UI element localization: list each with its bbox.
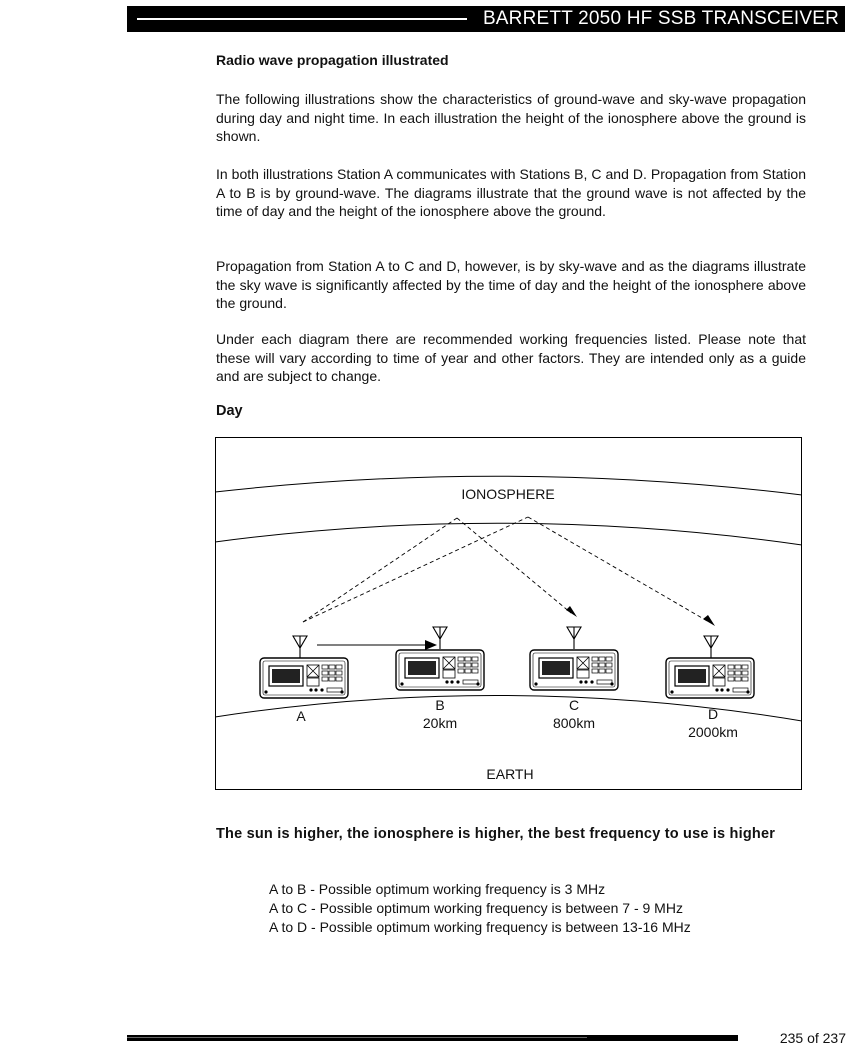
frequency-a-to-d: A to D - Possible optimum working frequency is between 13-16 MHz [269, 919, 691, 935]
propagation-diagram [215, 437, 802, 790]
section-title: Radio wave propagation illustrated [216, 52, 449, 68]
footer-rule [127, 1037, 587, 1038]
header-rule [137, 18, 467, 20]
station-d-radio [666, 658, 754, 698]
paragraph-skywave: Propagation from Station A to C and D, however, is by sky-wave and as the diagrams illustrate the sky wave is significantly affected by the time of day and the height of the ionosphere above the ground. [216, 258, 806, 312]
station-c-label: C [568, 697, 580, 713]
station-a-radio [260, 658, 348, 698]
day-title: Day [216, 403, 243, 419]
earth-label: EARTH [486, 766, 534, 782]
conclusion-heading: The sun is higher, the ionosphere is higher, the best frequency to use is higher [216, 826, 776, 842]
station-d-label: D [707, 706, 719, 722]
frequency-list [269, 880, 691, 937]
header-title: BARRETT 2050 HF SSB TRANSCEIVER [482, 8, 839, 29]
footer-bar [127, 1035, 738, 1041]
station-b-distance: 20km [422, 715, 458, 731]
paragraph-stations: In both illustrations Station A communicates with Stations B, C and D. Propagation from Station A to B is by ground-wave. The diagrams illustrate that the ground wave is not affected by the time of day and the height of the ionosphere above the ground. [216, 166, 806, 220]
paragraph-intro: The following illustrations show the characteristics of ground-wave and sky-wave propagation during day and night time. In each illustration the height of the ionosphere above the ground is shown. [216, 91, 806, 145]
header-bar [127, 6, 845, 32]
ionosphere-label: IONOSPHERE [461, 486, 555, 502]
station-b-label: B [435, 697, 445, 713]
frequency-a-to-b: A to B - Possible optimum working frequency is 3 MHz [269, 881, 606, 897]
frequency-a-to-c: A to C - Possible optimum working frequency is between 7 - 9 MHz [269, 900, 683, 916]
station-b-radio [396, 650, 484, 690]
paragraph-frequencies: Under each diagram there are recommended working frequencies listed. Please note that these will vary according to time of year and other factors. They are intended only as a guide and are subject to change. [216, 331, 806, 385]
station-c-distance: 800km [552, 715, 596, 731]
station-a-label: A [296, 708, 306, 724]
station-d-distance: 2000km [688, 724, 738, 740]
page-number: 235 of 237 [779, 1030, 846, 1046]
station-c-radio [530, 650, 618, 690]
